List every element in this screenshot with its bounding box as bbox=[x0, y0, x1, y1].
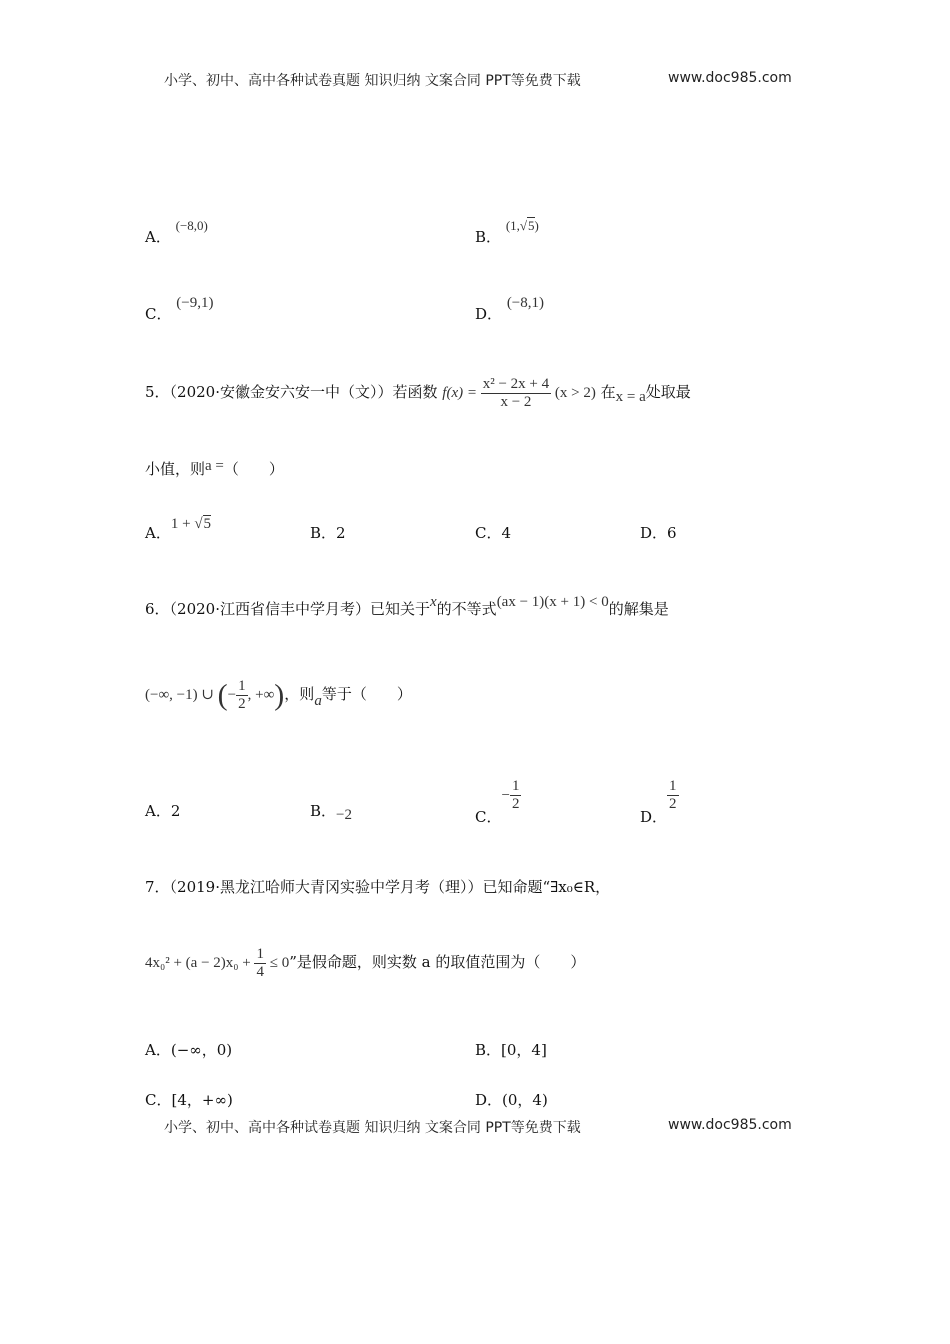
question-number: 6． bbox=[145, 600, 170, 618]
q5-stem-line2: 小值，则a =（ ） bbox=[145, 458, 284, 478]
question-number: 5． bbox=[145, 382, 170, 401]
q7-stem-line2: 4x₀² + (a − 2)x₀ + $\frac{1}{4}$ ≤ 0”是假命题，则实数 a 的取值范围为（ ） bbox=[145, 946, 586, 980]
footer-tagline: 小学、初中、高中各种试卷真题 知识归纳 文案合同 PPT等免费下载 bbox=[164, 1120, 581, 1136]
question-source: （2020·安徽金安六安一中（文））若函数 bbox=[169, 382, 438, 401]
option-label: A． bbox=[145, 228, 171, 246]
inequality: (ax − 1)(x + 1) < 0 bbox=[496, 594, 609, 610]
answer-blank: （ ） bbox=[223, 460, 284, 478]
q6-option-d: D． $\frac{1}{2}$ bbox=[640, 778, 677, 826]
q4-option-c bbox=[145, 295, 214, 324]
q5-option-a: A．1 + √5 bbox=[145, 516, 212, 542]
q6-stem-line1: 6．（2020·江西省信丰中学月考）已知关于x的不等式(ax − 1)(x + 1) < 0的解集是 bbox=[145, 594, 669, 618]
q6-stem-line2: (−∞, −1) ∪ (− $\frac{1}{2}$ , +∞)，则a等于（ ） bbox=[145, 678, 412, 712]
question-number: 7． bbox=[145, 878, 170, 896]
q7-option-c: C．[4，+∞) bbox=[145, 1091, 233, 1109]
q7-option-a: A．(−∞，0) bbox=[145, 1041, 233, 1059]
q6-option-c: C．− $\frac{1}{2}$ bbox=[475, 778, 520, 826]
q7-stem-line1 bbox=[145, 876, 610, 897]
q4-option-a bbox=[145, 218, 208, 247]
option-label: B． bbox=[475, 228, 502, 246]
q5-option-b: B．2 bbox=[310, 524, 346, 542]
q5-option-c: C．4 bbox=[475, 524, 512, 542]
q7-option-d: D．(0，4) bbox=[475, 1091, 548, 1109]
option-value: (−9,1) bbox=[176, 295, 214, 311]
q4-option-d bbox=[475, 295, 545, 324]
proposition-expr: 4x₀² + (a − 2)x₀ + $\frac{1}{4}$ ≤ 0 bbox=[145, 946, 290, 980]
header-url: www.doc985.com bbox=[668, 70, 792, 86]
question-source: （2019·黑龙江哈师大青冈实验中学月考（理））已知命题“∃x₀∈R， bbox=[169, 878, 611, 896]
option-label: C． bbox=[145, 305, 172, 323]
q6-option-a: A．2 bbox=[145, 802, 181, 820]
q5-stem-line1: 5．（2020·安徽金安六安一中（文））若函数 f(x) = $\frac{\text{x² − 2x + 4}}{x - 2}$ (x > 2) 在x = a处取最 bbox=[145, 376, 691, 410]
option-value: (1,√5) bbox=[505, 218, 539, 233]
q5-option-d: D．6 bbox=[640, 524, 677, 542]
header-tagline: 小学、初中、高中各种试卷真题 知识归纳 文案合同 PPT等免费下载 bbox=[164, 73, 581, 89]
solution-set: (−∞, −1) ∪ (− $\frac{1}{2}$ , +∞) bbox=[145, 678, 285, 712]
q6-option-b: B．−2 bbox=[310, 802, 352, 823]
question-source: （2020·江西省信丰中学月考）已知关于 bbox=[169, 600, 430, 618]
q7-option-b: B．[0，4] bbox=[475, 1041, 547, 1059]
footer-url: www.doc985.com bbox=[668, 1117, 792, 1133]
q4-option-b bbox=[475, 218, 539, 247]
option-label: D． bbox=[475, 305, 503, 323]
function-def: f(x) = $\frac{\text{x² − 2x + 4}}{x - 2}$ (x > 2) bbox=[442, 376, 596, 410]
option-value: (−8,1) bbox=[506, 295, 545, 311]
option-value: (−8,0) bbox=[175, 218, 208, 233]
